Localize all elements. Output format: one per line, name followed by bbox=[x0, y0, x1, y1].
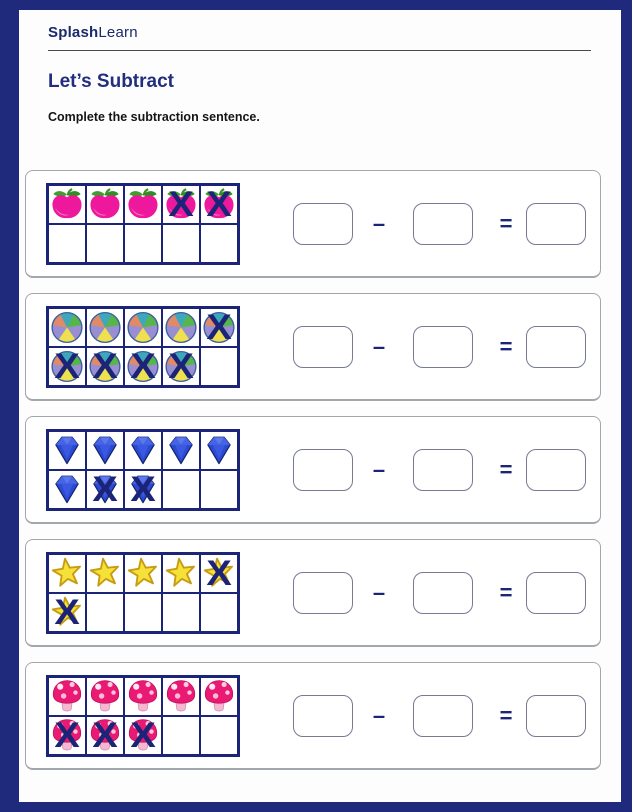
ten-frame-cell bbox=[124, 677, 162, 716]
answer-box-subtrahend[interactable] bbox=[413, 203, 473, 245]
logo-text-light: Learn bbox=[98, 24, 138, 41]
ten-frame-cell bbox=[48, 185, 86, 224]
ten-frame-cell bbox=[162, 431, 200, 470]
apple-icon bbox=[126, 187, 160, 221]
answer-box-minuend[interactable] bbox=[293, 449, 353, 491]
ten-frame-cell bbox=[200, 224, 238, 263]
ten-frame-cell bbox=[200, 716, 238, 755]
subtraction-sentence bbox=[293, 294, 586, 399]
cross-out-mark: X bbox=[206, 184, 232, 224]
star-icon bbox=[164, 556, 198, 590]
answer-box-minuend[interactable] bbox=[293, 326, 353, 368]
diamond-icon bbox=[88, 469, 122, 509]
ten-frame-cell bbox=[48, 308, 86, 347]
cross-out-mark: X bbox=[168, 346, 194, 386]
exercise-row bbox=[25, 170, 601, 278]
ten-frame-cell bbox=[124, 224, 162, 263]
ten-frame-grid bbox=[46, 183, 240, 265]
diamond-icon bbox=[126, 469, 160, 509]
cross-out-mark: X bbox=[92, 715, 118, 755]
subtraction-sentence bbox=[293, 417, 586, 522]
exercise-list bbox=[25, 170, 601, 785]
ten-frame-cell bbox=[86, 593, 124, 632]
answer-box-subtrahend[interactable] bbox=[413, 572, 473, 614]
ten-frame-cell bbox=[162, 347, 200, 386]
exercise-row bbox=[25, 416, 601, 524]
ten-frame-cell bbox=[124, 185, 162, 224]
minus-sign: – bbox=[372, 579, 386, 605]
ten-frame-cell bbox=[162, 308, 200, 347]
ten-frame-cell bbox=[200, 470, 238, 509]
beach-ball-icon bbox=[88, 346, 122, 386]
ten-frame-cell bbox=[86, 470, 124, 509]
diamond-icon bbox=[88, 433, 122, 467]
cross-out-mark: X bbox=[130, 715, 156, 755]
ten-frame-grid bbox=[46, 552, 240, 634]
ten-frame-cell bbox=[162, 470, 200, 509]
star-icon bbox=[202, 553, 236, 593]
answer-box-subtrahend[interactable] bbox=[413, 695, 473, 737]
equals-sign: = bbox=[499, 333, 513, 359]
ten-frame-cell bbox=[86, 431, 124, 470]
ten-frame-grid bbox=[46, 306, 240, 388]
minus-sign: – bbox=[372, 456, 386, 482]
beach-ball-icon bbox=[50, 346, 84, 386]
instruction-text: Complete the subtraction sentence. bbox=[48, 110, 260, 124]
cross-out-mark: X bbox=[130, 469, 156, 509]
beach-ball-icon bbox=[126, 346, 160, 386]
mushroom-icon bbox=[126, 715, 160, 755]
worksheet-page bbox=[19, 10, 621, 802]
ten-frame-cell bbox=[200, 431, 238, 470]
ten-frame-cell bbox=[48, 431, 86, 470]
cross-out-mark: X bbox=[92, 469, 118, 509]
ten-frame-cell bbox=[86, 554, 124, 593]
cross-out-mark: X bbox=[54, 715, 80, 755]
equals-sign: = bbox=[499, 702, 513, 728]
ten-frame-cell bbox=[124, 431, 162, 470]
beach-ball-icon bbox=[164, 346, 198, 386]
answer-box-difference[interactable] bbox=[526, 572, 586, 614]
star-icon bbox=[126, 556, 160, 590]
ten-frame-cell bbox=[124, 716, 162, 755]
answer-box-difference[interactable] bbox=[526, 695, 586, 737]
cross-out-mark: X bbox=[168, 184, 194, 224]
ten-frame-cell bbox=[86, 185, 124, 224]
diamond-icon bbox=[126, 433, 160, 467]
equals-sign: = bbox=[499, 210, 513, 236]
star-icon bbox=[50, 556, 84, 590]
ten-frame-cell bbox=[200, 554, 238, 593]
apple-icon bbox=[164, 184, 198, 224]
mushroom-icon bbox=[202, 679, 236, 713]
ten-frame-cell bbox=[200, 308, 238, 347]
exercise-row bbox=[25, 293, 601, 401]
equals-sign: = bbox=[499, 579, 513, 605]
ten-frame-cell bbox=[200, 677, 238, 716]
answer-box-difference[interactable] bbox=[526, 326, 586, 368]
ten-frame-cell bbox=[200, 593, 238, 632]
ten-frame-cell bbox=[162, 716, 200, 755]
beach-ball-icon bbox=[50, 310, 84, 344]
ten-frame-grid bbox=[46, 675, 240, 757]
answer-box-minuend[interactable] bbox=[293, 572, 353, 614]
minus-sign: – bbox=[372, 702, 386, 728]
ten-frame-cell bbox=[162, 593, 200, 632]
ten-frame-cell bbox=[124, 470, 162, 509]
ten-frame-cell bbox=[86, 224, 124, 263]
page-header bbox=[19, 10, 621, 124]
ten-frame-cell bbox=[48, 716, 86, 755]
answer-box-subtrahend[interactable] bbox=[413, 326, 473, 368]
minus-sign: – bbox=[372, 210, 386, 236]
ten-frame-cell bbox=[48, 224, 86, 263]
answer-box-minuend[interactable] bbox=[293, 695, 353, 737]
mushroom-icon bbox=[88, 715, 122, 755]
cross-out-mark: X bbox=[206, 307, 232, 347]
equals-sign: = bbox=[499, 456, 513, 482]
page-title: Let’s Subtract bbox=[48, 71, 174, 92]
mushroom-icon bbox=[164, 679, 198, 713]
ten-frame-cell bbox=[48, 470, 86, 509]
ten-frame-cell bbox=[86, 347, 124, 386]
exercise-row bbox=[25, 539, 601, 647]
logo-text-bold: Splash bbox=[48, 24, 99, 41]
ten-frame-cell bbox=[48, 554, 86, 593]
ten-frame-cell bbox=[48, 347, 86, 386]
mushroom-icon bbox=[126, 679, 160, 713]
minus-sign: – bbox=[372, 333, 386, 359]
ten-frame-cell bbox=[124, 308, 162, 347]
ten-frame-cell bbox=[86, 308, 124, 347]
star-icon bbox=[50, 592, 84, 632]
subtraction-sentence bbox=[293, 663, 586, 768]
ten-frame-cell bbox=[48, 593, 86, 632]
star-icon bbox=[88, 556, 122, 590]
mushroom-icon bbox=[88, 679, 122, 713]
cross-out-mark: X bbox=[54, 592, 80, 632]
diamond-icon bbox=[164, 433, 198, 467]
cross-out-mark: X bbox=[130, 346, 156, 386]
ten-frame-cell bbox=[124, 554, 162, 593]
ten-frame-cell bbox=[200, 347, 238, 386]
beach-ball-icon bbox=[88, 310, 122, 344]
apple-icon bbox=[88, 187, 122, 221]
apple-icon bbox=[50, 187, 84, 221]
beach-ball-icon bbox=[126, 310, 160, 344]
ten-frame-cell bbox=[48, 677, 86, 716]
answer-box-difference[interactable] bbox=[526, 203, 586, 245]
ten-frame-grid bbox=[46, 429, 240, 511]
answer-box-difference[interactable] bbox=[526, 449, 586, 491]
diamond-icon bbox=[50, 433, 84, 467]
diamond-icon bbox=[50, 472, 84, 506]
beach-ball-icon bbox=[164, 310, 198, 344]
diamond-icon bbox=[202, 433, 236, 467]
mushroom-icon bbox=[50, 715, 84, 755]
ten-frame-cell bbox=[162, 677, 200, 716]
cross-out-mark: X bbox=[92, 346, 118, 386]
ten-frame-cell bbox=[124, 347, 162, 386]
ten-frame-cell bbox=[162, 185, 200, 224]
ten-frame-cell bbox=[86, 677, 124, 716]
exercise-row bbox=[25, 662, 601, 770]
subtraction-sentence bbox=[293, 540, 586, 645]
cross-out-mark: X bbox=[54, 346, 80, 386]
answer-box-minuend[interactable] bbox=[293, 203, 353, 245]
ten-frame-cell bbox=[124, 593, 162, 632]
cross-out-mark: X bbox=[206, 553, 232, 593]
splashlearn-logo bbox=[48, 24, 591, 41]
ten-frame-cell bbox=[200, 185, 238, 224]
mushroom-icon bbox=[50, 679, 84, 713]
answer-box-subtrahend[interactable] bbox=[413, 449, 473, 491]
ten-frame-cell bbox=[162, 224, 200, 263]
subtraction-sentence bbox=[293, 171, 586, 276]
apple-icon bbox=[202, 184, 236, 224]
header-divider bbox=[48, 50, 591, 51]
beach-ball-icon bbox=[202, 307, 236, 347]
ten-frame-cell bbox=[162, 554, 200, 593]
ten-frame-cell bbox=[86, 716, 124, 755]
